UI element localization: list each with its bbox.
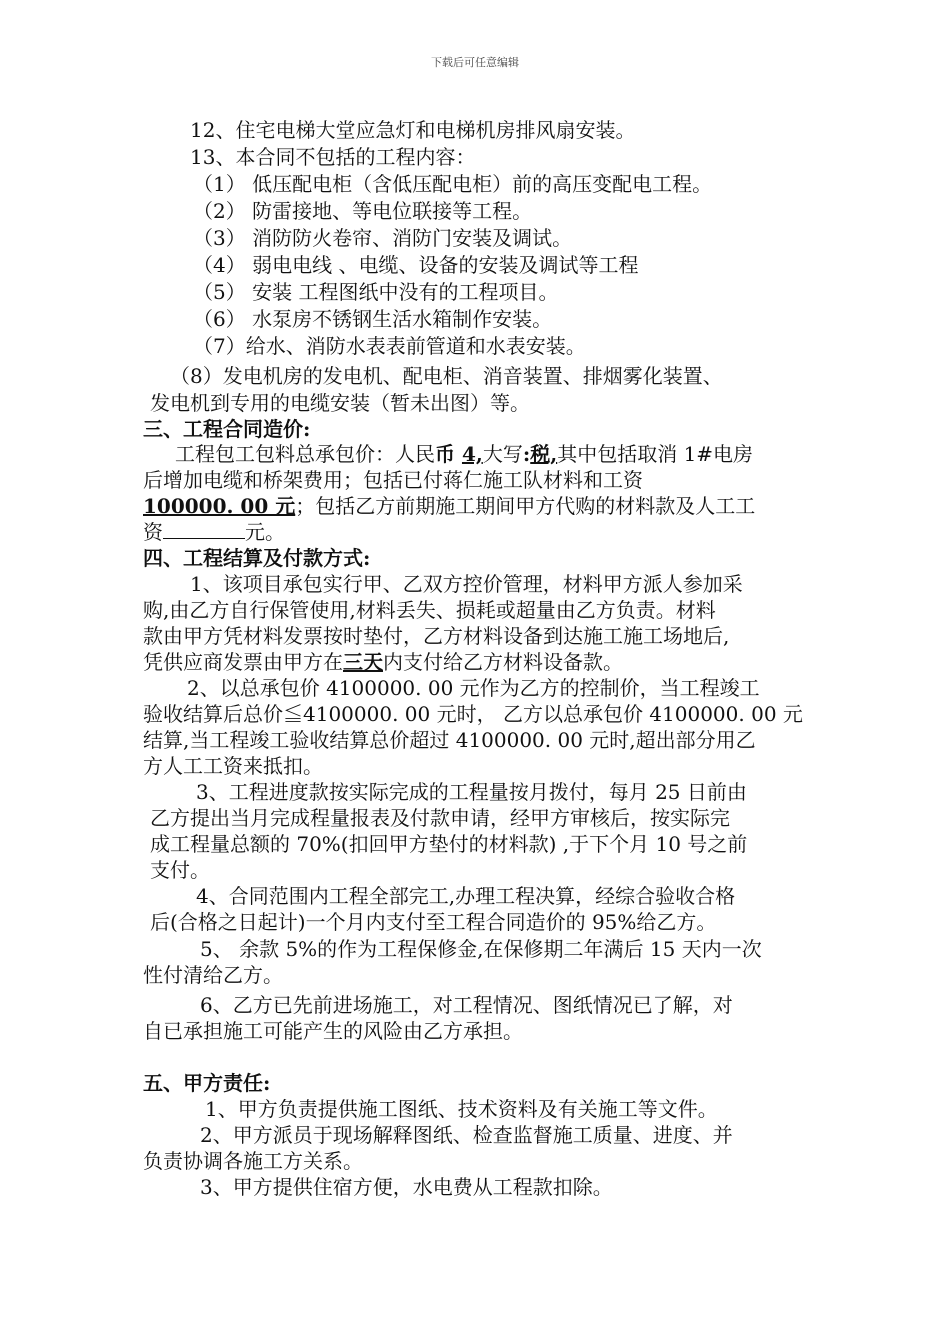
payment-1-line1: 1、该项目承包实行甲、乙双方控价管理，材料甲方派人参加采	[190, 572, 743, 596]
exclusion-8-line2: 发电机到专用的电缆安装（暂未出图）等。	[150, 391, 530, 415]
payment-3-line1: 3、工程进度款按实际完成的工程量按月拨付，每月 25 日前由	[196, 780, 747, 804]
payment-1-line4	[143, 649, 623, 675]
paid-amount: 100000. 00 元	[143, 494, 296, 518]
payment-6-line2: 自已承担施工可能产生的风险由乙方承担。	[143, 1019, 523, 1043]
price-amount: 4,	[461, 442, 483, 466]
payment-3-line3: 成工程量总额的 70%(扣回甲方垫付的材料款) ,于下个月 10 号之前	[150, 832, 748, 856]
exclusion-7: （7）给水、消防水表表前管道和水表安装。	[193, 334, 586, 358]
price-text-3: 其中包括取消 1#电房	[557, 442, 754, 466]
blank-amount-line	[163, 520, 245, 539]
payment-1-line2: 购,由乙方自行保管使用,材料丢失、损耗或超量由乙方负责。材料	[143, 598, 716, 622]
payment-1-text-a: 凭供应商发票由甲方在	[143, 650, 343, 674]
currency-label: 币	[435, 442, 462, 466]
price-line-1	[175, 441, 753, 467]
three-days: 三天	[343, 650, 383, 674]
duty-2-line2: 负责协调各施工方关系。	[143, 1149, 363, 1173]
price-text-2: 大写	[482, 442, 523, 466]
section-4-title: 四、工程结算及付款方式:	[143, 546, 371, 570]
payment-5-line1: 5、 余款 5%的作为工程保修金,在保修期二年满后 15 天内一次	[200, 937, 762, 961]
exclusion-2: （2） 防雷接地、等电位联接等工程。	[193, 199, 533, 223]
exclusion-3: （3） 消防防火卷帘、消防门安装及调试。	[193, 226, 573, 250]
exclusion-1: （1） 低压配电柜（含低压配电柜）前的高压变配电工程。	[193, 172, 713, 196]
payment-3-line4: 支付。	[150, 858, 210, 882]
duty-3: 3、甲方提供住宿方便，水电费从工程款扣除。	[200, 1175, 613, 1199]
item-13: 13、本合同不包括的工程内容：	[190, 145, 476, 169]
item-12: 12、住宅电梯大堂应急灯和电梯机房排风扇安装。	[190, 118, 636, 142]
payment-2-line3: 结算,当工程竣工验收结算总价超过 4100000. 00 元时,超出部分用乙	[143, 728, 756, 752]
payment-3-line2: 乙方提出当月完成程量报表及付款申请，经甲方审核后，按实际完	[150, 806, 730, 830]
duty-2-line1: 2、甲方派员于现场解释图纸、检查监督施工质量、进度、并	[200, 1123, 733, 1147]
price-text-4: ；包括乙方前期施工期间甲方代购的材料款及人工工	[295, 494, 756, 518]
payment-1-text-b: 内支付给乙方材料设备款。	[383, 650, 623, 674]
section-5-title: 五、甲方责任:	[143, 1071, 271, 1095]
payment-4-line1: 4、合同范围内工程全部完工,办理工程决算，经综合验收合格	[196, 884, 736, 908]
price-colon: :	[522, 442, 531, 466]
duty-1: 1、甲方负责提供施工图纸、技术资料及有关施工等文件。	[205, 1097, 718, 1121]
payment-2-line1: 2、以总承包价 4100000. 00 元作为乙方的控制价，当工程竣工	[187, 676, 760, 700]
payment-2-line4: 方人工工资来抵扣。	[143, 754, 323, 778]
payment-1-line3: 款由甲方凭材料发票按时垫付，乙方材料设备到达施工施工场地后,	[143, 624, 730, 648]
price-text-1: 工程包工包料总承包价：人民	[175, 442, 435, 466]
payment-4-line2: 后(合格之日起计)一个月内支付至工程合同造价的 95%给乙方。	[150, 910, 717, 934]
price-line-3	[143, 493, 755, 519]
price-text-6: 元。	[245, 520, 285, 544]
exclusion-8-line1: （8）发电机房的发电机、配电柜、消音装置、排烟雾化装置、	[170, 364, 723, 388]
payment-2-line2: 验收结算后总价≦4100000. 00 元时， 乙方以总承包价 4100000. 00 元	[143, 702, 803, 726]
exclusion-4: （4） 弱电电线 、电缆、设备的安装及调试等工程	[193, 253, 639, 277]
price-line-2: 后增加电缆和桥架费用；包括已付蒋仁施工队材料和工资	[143, 468, 643, 492]
exclusion-6: （6） 水泵房不锈钢生活水箱制作安装。	[193, 307, 553, 331]
tax-label: 税,	[530, 442, 558, 466]
payment-6-line1: 6、乙方已先前进场施工，对工程情况、图纸情况已了解，对	[200, 993, 733, 1017]
price-text-5: 资	[143, 520, 163, 544]
page-header: 下载后可任意编辑	[431, 56, 519, 69]
payment-5-line2: 性付清给乙方。	[143, 963, 283, 987]
price-line-4	[143, 519, 285, 545]
exclusion-5: （5） 安装 工程图纸中没有的工程项目。	[193, 280, 559, 304]
section-3-title: 三、工程合同造价:	[143, 417, 311, 441]
